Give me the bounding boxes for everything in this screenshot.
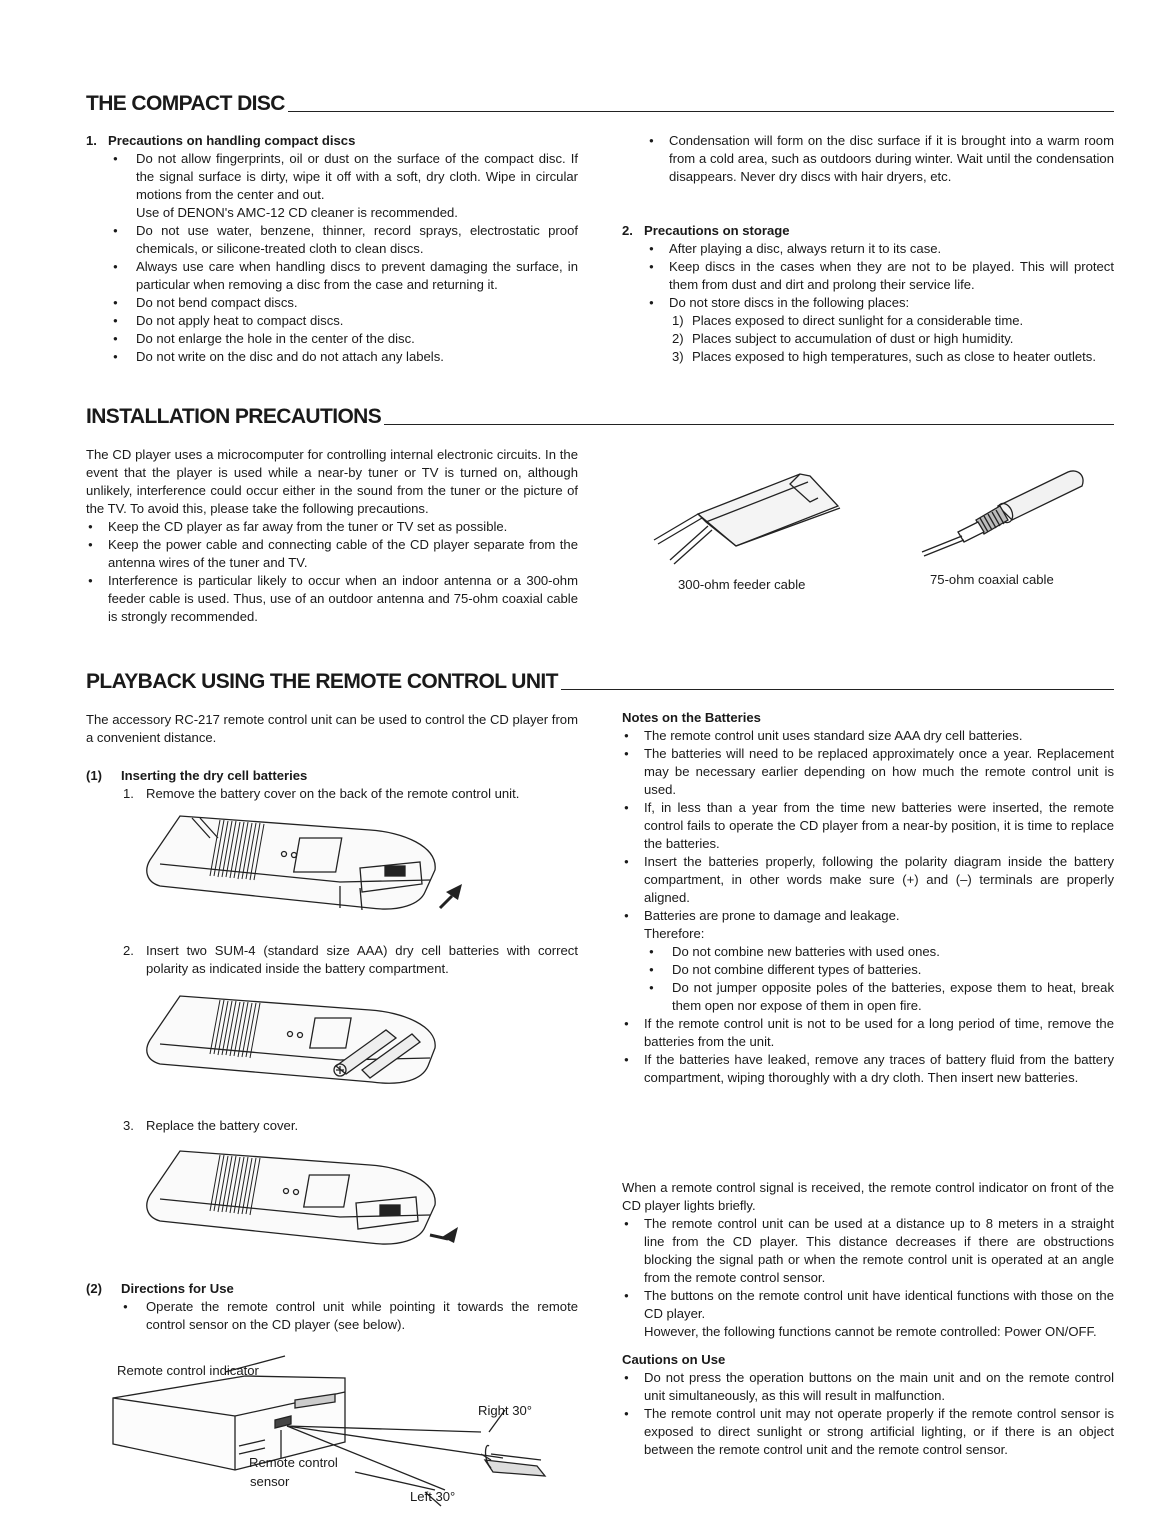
list-item: ● Operate the remote control unit while pointing it towards the remote control sensor on the CD player (see below). [96, 1298, 578, 1334]
list-item: ● Keep discs in the cases when they are not to be played. This will protect them from dust and dirt and prolong their service life. [622, 258, 1114, 294]
power-note: However, the following functions cannot be remote controlled: Power ON/OFF. [644, 1324, 1097, 1339]
inserting-heading: (1) Inserting the dry cell batteries [86, 768, 308, 783]
list-item: ● The remote control unit uses standard size AAA dry cell batteries. [622, 727, 1114, 745]
step-3: 3. Replace the battery cover. [123, 1118, 299, 1133]
section-title-compact-disc: THE COMPACT DISC [86, 92, 285, 115]
installation-intro: The CD player uses a microcomputer for controlling internal electronic circuits. In the event that the player is used while a near-by tuner or TV is turned on, although unlikely, interference could occur either in the sound from the tuner or the picture of the TV. To avoid this, please take the following precautions. [86, 447, 578, 516]
list-item: ● If the remote control unit is not to be used for a long period of time, remove the batteries from the unit. [622, 1015, 1114, 1051]
list-item: ● Do not jumper opposite poles of the batteries, expose them to heat, break them open nor expose of them in open fire. [622, 979, 1114, 1015]
list-item: ● Insert the batteries properly, following the polarity diagram inside the battery compartment, in other words make sure (+) and (–) terminals are properly aligned. [622, 853, 1114, 907]
directions-block [86, 1280, 578, 1334]
directions-heading: (2) Directions for Use [86, 1281, 234, 1296]
list-item: 3) Places exposed to high temperatures, such as close to heater outlets. [672, 349, 1096, 364]
list-item: ● Keep the power cable and connecting cable of the CD player separate from the antenna wires of the tuner and TV. [86, 536, 578, 572]
coaxial-cable-caption: 75-ohm coaxial cable [930, 572, 1054, 587]
diagram-label-right: Right 30° [478, 1403, 533, 1418]
condensation-block [622, 132, 1114, 186]
section-installation-header [86, 405, 1114, 429]
list-item: ● Batteries are prone to damage and leakage. Therefore: ● Do not combine new batteries with used ones. ● Do not combine different types of batteries. ● Do not jumper opposite poles of the batteries, expose them to heat, break them open nor expose of them in open fire. [622, 907, 1114, 1015]
cleaner-note: Use of DENON's AMC-12 CD cleaner is recommended. [136, 205, 458, 220]
list-item: ● The remote control unit can be used at a distance up to 8 meters in a straight line from the CD player. This distance decreases if there are obstructions blocking the signal path or when the remote control unit is operated at an angle from the remote control sensor. [622, 1215, 1114, 1287]
list-item: ● Do not apply heat to compact discs. [86, 312, 578, 330]
battery-notes-heading: Notes on the Batteries [622, 710, 761, 725]
condensation-list [622, 132, 1114, 186]
list-item: ● Do not write on the disc and do not attach any labels. [86, 348, 578, 366]
installation-block [86, 446, 578, 626]
handling-heading: 1. Precautions on handling compact discs [86, 133, 356, 148]
signal-intro: When a remote control signal is received, the remote control indicator on front of the CD player lights briefly. [622, 1180, 1114, 1213]
list-item: ● Do not combine different types of batteries. [622, 961, 1114, 979]
section-title-installation: INSTALLATION PRECAUTIONS [86, 405, 382, 428]
list-item: ● The buttons on the remote control unit have identical functions with those on the CD player. However, the following functions cannot be remote controlled: Power ON/OFF. [622, 1287, 1114, 1341]
list-item: ● If the batteries have leaked, remove any traces of battery fluid from the battery compartment, wiping thoroughly with a dry cloth. Then insert new batteries. [622, 1051, 1114, 1087]
title-rule [561, 689, 1114, 690]
section-remote-header [86, 670, 1114, 694]
feeder-cable-caption: 300-ohm feeder cable [678, 577, 806, 592]
step-1: 1. Remove the battery cover on the back of the remote control unit. [123, 786, 520, 801]
remote-intro-block [86, 711, 578, 803]
storage-heading: 2. Precautions on storage [622, 223, 790, 238]
remote-cover-removed-figure [140, 808, 480, 918]
therefore-label: Therefore: [644, 926, 705, 941]
storage-places-list [622, 312, 1114, 366]
feeder-cable-figure [650, 462, 850, 572]
list-item: ● Do not combine new batteries with used ones. [622, 943, 1114, 961]
handling-block [86, 132, 578, 366]
coaxial-cable-figure [918, 462, 1098, 572]
battery-notes-list [622, 727, 1114, 1087]
title-rule [288, 111, 1114, 112]
step-3-block [86, 1117, 578, 1135]
storage-list [622, 240, 1114, 312]
diagram-label-indicator: Remote control indicator [117, 1363, 259, 1378]
cautions-list [622, 1369, 1114, 1459]
installation-list [86, 518, 578, 626]
remote-cover-replaced-figure [140, 1143, 470, 1253]
section-compact-disc-header [86, 92, 1114, 116]
list-item: ● Always use care when handling discs to prevent damaging the surface, in particular when removing a disc from the case and returning it. [86, 258, 578, 294]
diagram-label-left: Left 30° [410, 1489, 456, 1504]
diagram-label-sensor-line1: Remote control [249, 1455, 338, 1470]
list-item: ● After playing a disc, always return it to its case. [622, 240, 1114, 258]
list-item: ● Keep the CD player as far away from the tuner or TV set as possible. [86, 518, 578, 536]
section-title-remote: PLAYBACK USING THE REMOTE CONTROL UNIT [86, 670, 558, 693]
cautions-heading: Cautions on Use [622, 1352, 726, 1367]
handling-list [86, 150, 578, 366]
list-item: 1) Places exposed to direct sunlight for a considerable time. [672, 313, 1024, 328]
signal-list [622, 1215, 1114, 1341]
list-item: ● Do not allow fingerprints, oil or dust on the surface of the compact disc. If the signal surface is dirty, wipe it off with a soft, dry cloth. Wipe in circular motions from the center and out. Use of DENON's AMC-12 CD cleaner is recommended. [86, 150, 578, 222]
diagram-label-sensor-line2: sensor [250, 1474, 290, 1489]
list-item: ● Do not use water, benzene, thinner, record sprays, electrostatic proof chemicals, or silicone-treated cloth to clean discs. [86, 222, 578, 258]
list-item: ● The batteries will need to be replaced approximately once a year. Replacement may be necessary earlier depending on how much the remote control unit is used. [622, 745, 1114, 799]
list-item: ● Do not store discs in the following places: [622, 294, 1114, 312]
signal-block [622, 1179, 1114, 1459]
list-item: ● Do not press the operation buttons on the main unit and on the remote control unit simultaneously, as this will result in malfunction. [622, 1369, 1114, 1405]
list-item: ● If, in less than a year from the time new batteries were inserted, the remote control fails to operate the CD player from a near-by position, it is time to replace the batteries. [622, 799, 1114, 853]
list-item: ● Condensation will form on the disc surface if it is brought into a warm room from a cold area, such as outdoors during winter. Wait until the condensation disappears. Never dry discs with hair dryers, etc. [622, 132, 1114, 186]
battery-sub-list [622, 943, 1114, 1015]
battery-notes-block [622, 709, 1114, 1087]
storage-block [622, 222, 1114, 366]
directions-list [96, 1298, 578, 1334]
list-item: ● Do not bend compact discs. [86, 294, 578, 312]
title-rule [384, 424, 1114, 425]
step-2-block [86, 942, 578, 978]
list-item: 2) Places subject to accumulation of dust or high humidity. [672, 331, 1014, 346]
step-2: 2. Insert two SUM-4 (standard size AAA) dry cell batteries with correct polarity as indicated inside the battery compartment. [123, 943, 578, 976]
list-item: ● Do not enlarge the hole in the center of the disc. [86, 330, 578, 348]
list-item: ● The remote control unit may not operate properly if the remote control sensor is exposed to direct sunlight or strong artificial lighting, or if there is an object between the remote control unit and the remote control sensor. [622, 1405, 1114, 1459]
list-item: ● Interference is particular likely to occur when an indoor antenna or a 300-ohm feeder cable is used. Thus, use of an outdoor antenna and 75-ohm coaxial cable is strongly recommended. [86, 572, 578, 626]
remote-batteries-figure [140, 990, 450, 1090]
remote-intro: The accessory RC-217 remote control unit can be used to control the CD player from a convenient distance. [86, 712, 578, 745]
